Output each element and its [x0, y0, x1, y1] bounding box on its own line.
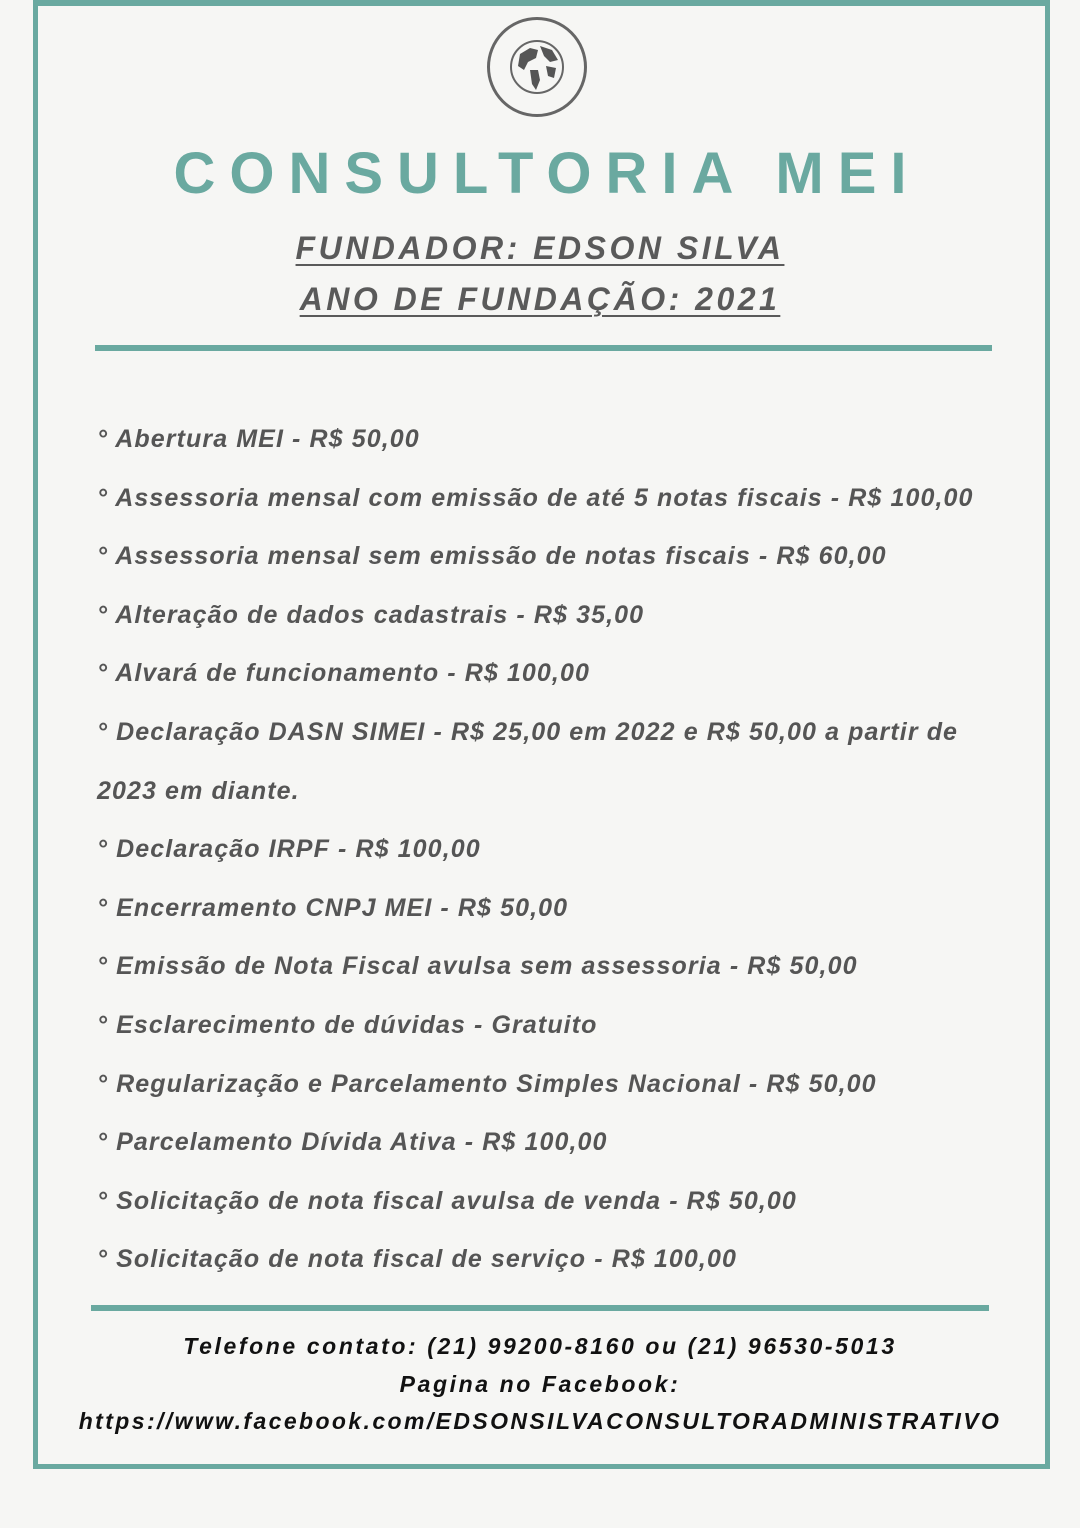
facebook-link[interactable]: https://www.facebook.com/EDSONSILVACONSULTORADMINISTRATIVO [78, 1408, 1002, 1434]
contact-phone: Telefone contato: (21) 99200-8160 ou (21) 96530-5013 [183, 1333, 897, 1359]
founder-text: FUNDADOR: EDSON SILVA [295, 230, 785, 266]
list-item: ° Alvará de funcionamento - R$ 100,00 [97, 659, 590, 688]
list-item: ° Declaração IRPF - R$ 100,00 [97, 835, 481, 864]
globe-icon [510, 40, 564, 94]
list-item: ° Abertura MEI - R$ 50,00 [97, 425, 420, 453]
list-item: ° Assessoria mensal sem emissão de notas fiscais - R$ 60,00 [97, 542, 887, 571]
list-item: ° Assessoria mensal com emissão de até 5 notas fiscais - R$ 100,00 [97, 483, 974, 512]
logo [487, 17, 587, 117]
founded-line [0, 281, 1080, 318]
list-item: ° Encerramento CNPJ MEI - R$ 50,00 [97, 893, 569, 922]
founder-line [0, 230, 1080, 267]
list-item: ° Solicitação de nota fiscal avulsa de venda - R$ 50,00 [97, 1186, 797, 1215]
divider-bottom [91, 1305, 989, 1311]
list-item: ° Solicitação de nota fiscal de serviço - R$ 100,00 [97, 1245, 737, 1274]
list-item: ° Emissão de Nota Fiscal avulsa sem assessoria - R$ 50,00 [97, 952, 858, 981]
list-item: ° Declaração DASN SIMEI - R$ 25,00 em 2022 e R$ 50,00 a partir de 2023 em diante. [97, 717, 959, 805]
services-list [97, 410, 997, 1289]
list-item: ° Parcelamento Dívida Ativa - R$ 100,00 [97, 1128, 608, 1157]
list-item: ° Regularização e Parcelamento Simples Nacional - R$ 50,00 [97, 1069, 877, 1098]
list-item: ° Esclarecimento de dúvidas - Gratuito [97, 1010, 598, 1039]
page-title: CONSULTORIA MEI [173, 141, 921, 206]
founded-text: ANO DE FUNDAÇÃO: 2021 [299, 281, 781, 317]
list-item: ° Alteração de dados cadastrais - R$ 35,00 [97, 600, 645, 629]
divider-top [95, 345, 992, 351]
facebook-label: Pagina no Facebook: [399, 1371, 681, 1397]
